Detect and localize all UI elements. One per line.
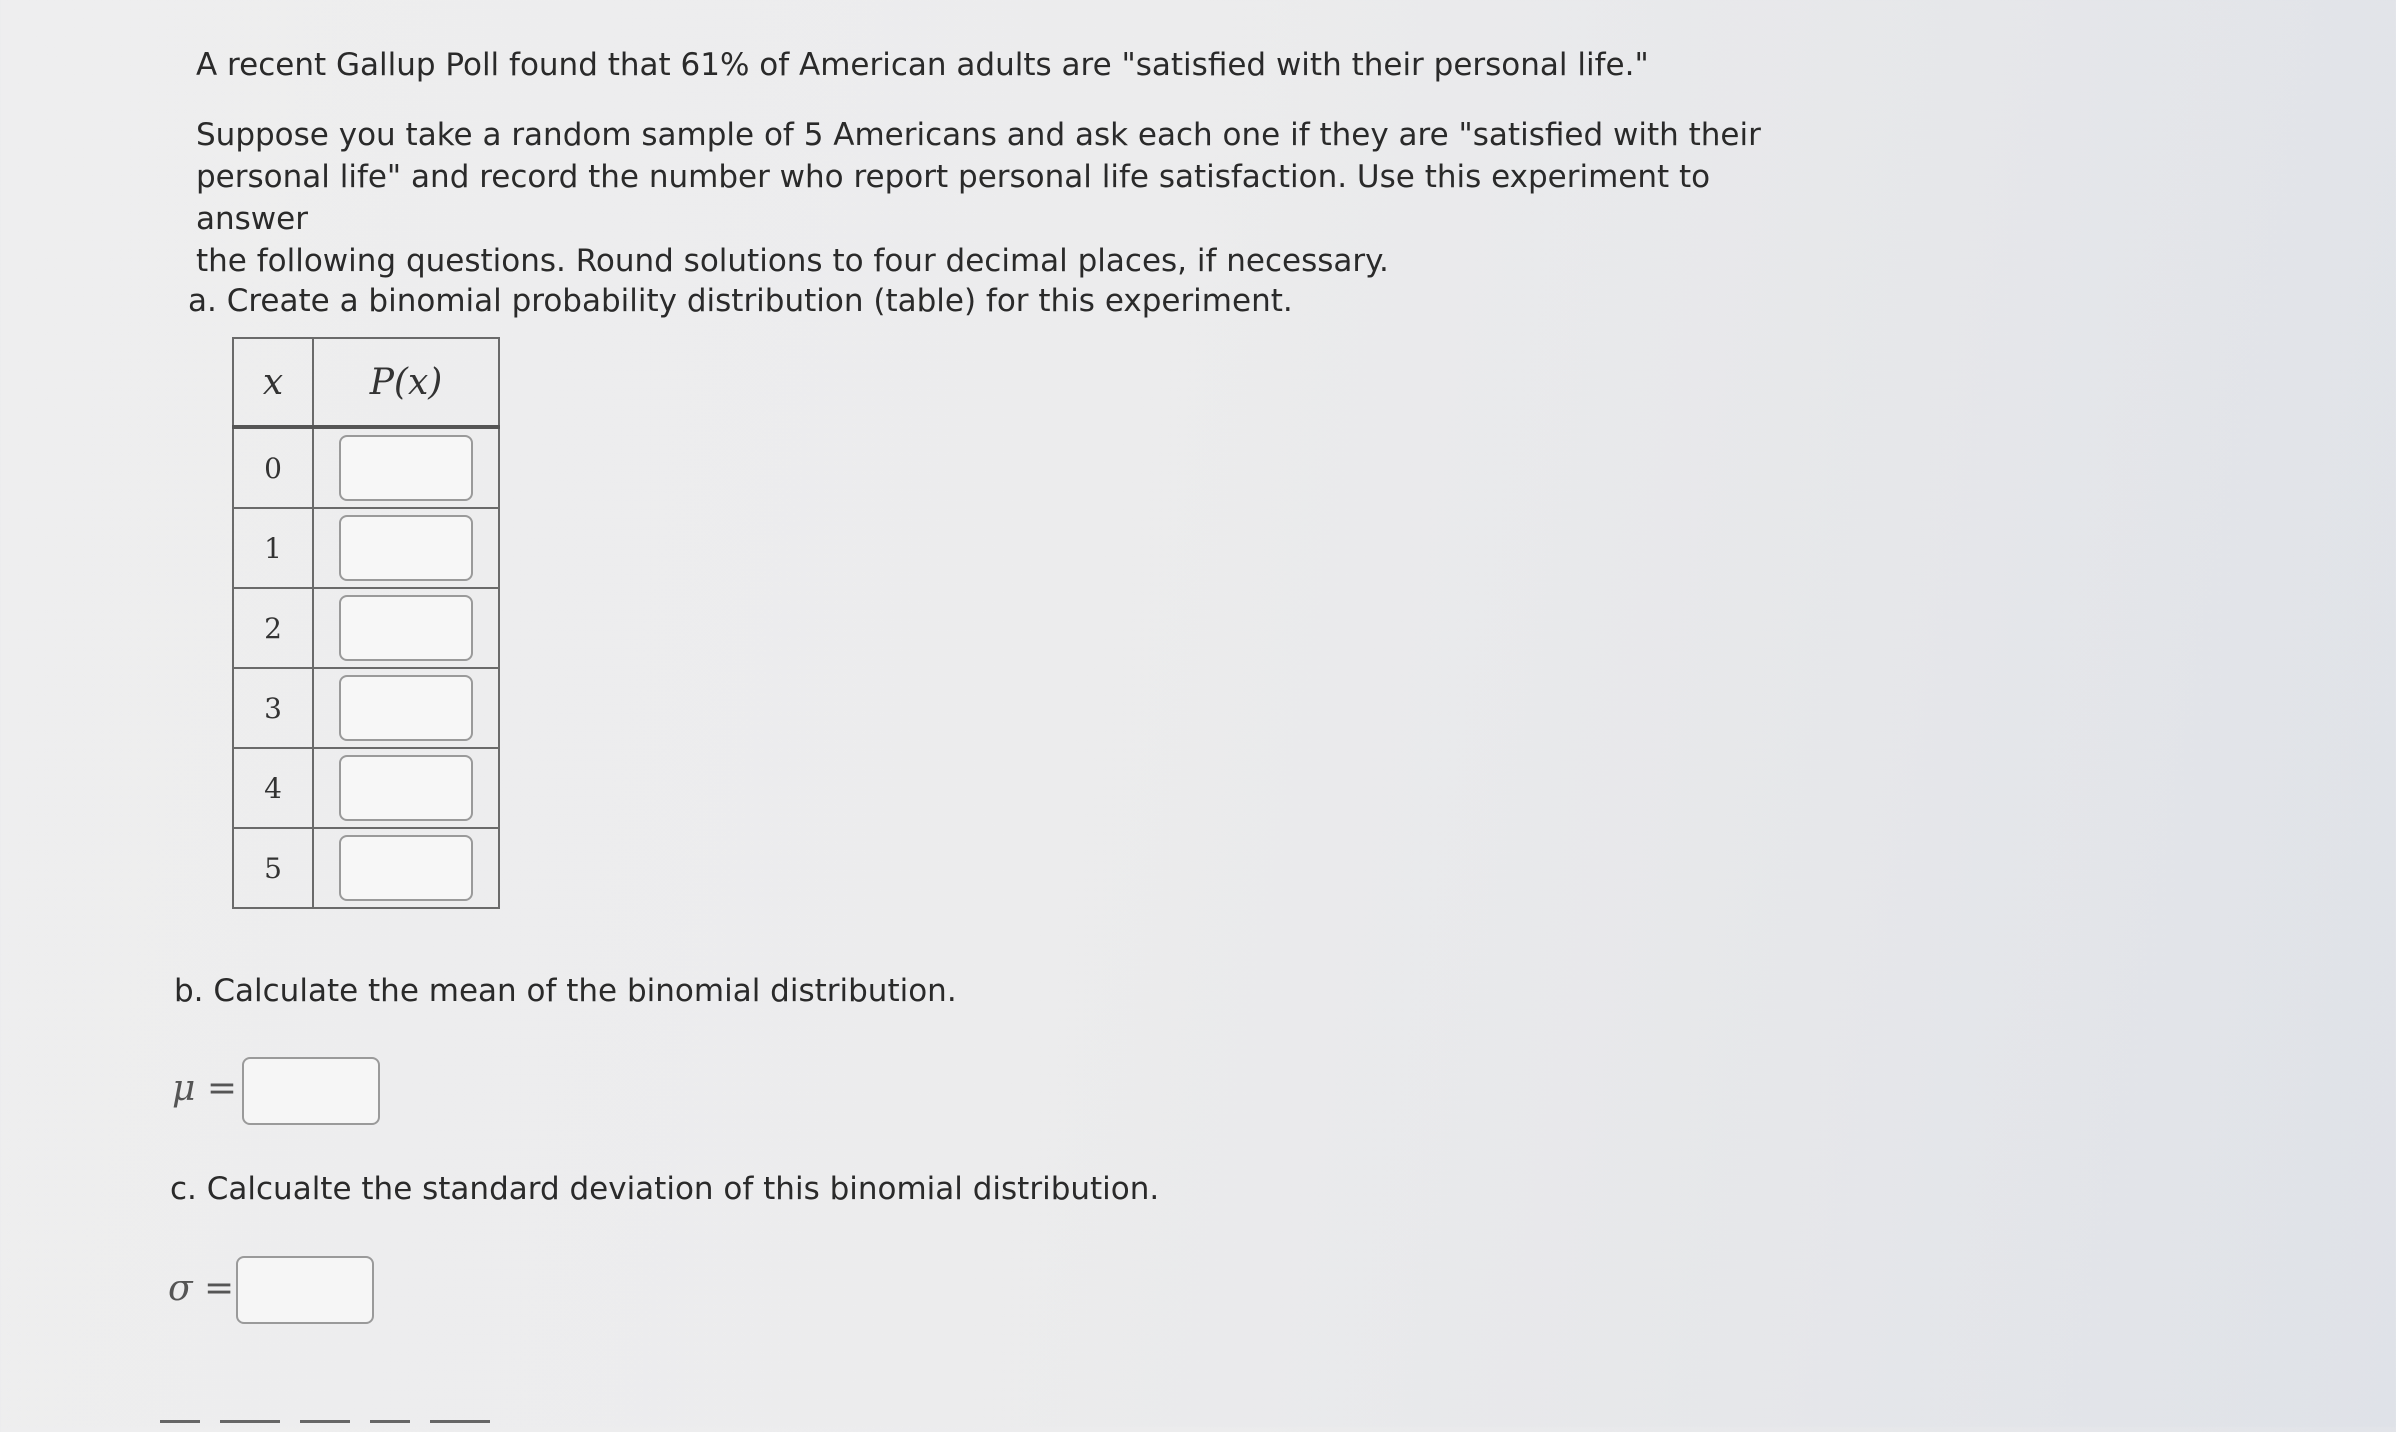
px-input-1[interactable]: [339, 515, 473, 581]
std-dev-input[interactable]: [236, 1256, 374, 1324]
px-input-5[interactable]: [339, 835, 473, 901]
x-value: 3: [233, 668, 313, 748]
mu-label: μ =: [172, 1068, 238, 1109]
table-row: [233, 668, 499, 748]
x-value: 2: [233, 588, 313, 668]
binomial-distribution-table: [232, 337, 500, 909]
px-input-4[interactable]: [339, 755, 473, 821]
setup-line: Suppose you take a random sample of 5 Americans and ask each one if they are "satisfied with their: [196, 117, 1761, 153]
table-row: [233, 508, 499, 588]
x-value: 1: [233, 508, 313, 588]
part-c-prompt: c. Calcualte the standard deviation of this binomial distribution.: [170, 1171, 1160, 1207]
x-value: 5: [233, 828, 313, 908]
question-intro: A recent Gallup Poll found that 61% of American adults are "satisfied with their personal life.": [196, 47, 1649, 83]
header-x: x: [233, 338, 313, 427]
table-row: [233, 588, 499, 668]
x-value: 4: [233, 748, 313, 828]
x-value: 0: [233, 427, 313, 508]
part-b-prompt: b. Calculate the mean of the binomial distribution.: [174, 973, 957, 1009]
part-a-prompt: a. Create a binomial probability distribution (table) for this experiment.: [188, 283, 1293, 319]
table-row: [233, 427, 499, 508]
question-setup: [196, 114, 1796, 282]
cut-off-next-line: [160, 1412, 520, 1432]
table-row: [233, 828, 499, 908]
table-header-row: [233, 338, 499, 427]
setup-line: the following questions. Round solutions to four decimal places, if necessary.: [196, 243, 1389, 279]
mean-input[interactable]: [242, 1057, 380, 1125]
sigma-label: σ =: [168, 1268, 235, 1309]
header-px: P(x): [313, 338, 499, 427]
px-input-3[interactable]: [339, 675, 473, 741]
px-input-0[interactable]: [339, 435, 473, 501]
table-row: [233, 748, 499, 828]
px-input-2[interactable]: [339, 595, 473, 661]
setup-line: personal life" and record the number who report personal life satisfaction. Use this experiment to answer: [196, 159, 1711, 237]
